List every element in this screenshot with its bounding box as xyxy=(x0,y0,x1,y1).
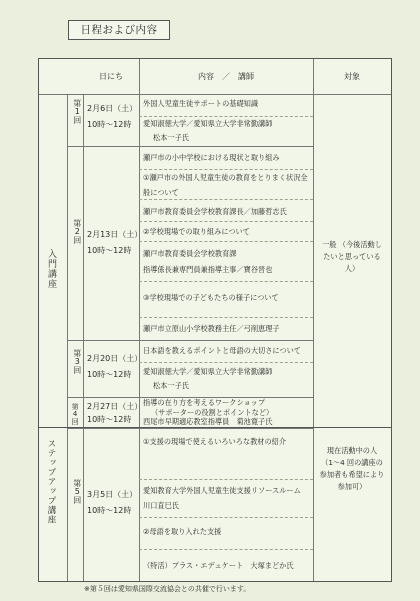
session-item: 西尾市早期適応教室指導員 菊池寛子氏 xyxy=(143,417,273,426)
session-item: ①瀬戸市の外国人児童生徒の教育をとりまく状況全般について xyxy=(143,173,308,197)
session-item: （サポーターの役割とポイントなど） xyxy=(151,408,274,417)
section-intro-label: 入門講座 xyxy=(46,249,56,289)
session-item: 指導係長兼専門員兼指導主事／寶谷晋也 xyxy=(143,265,273,274)
session-number: 第2回 xyxy=(72,219,82,244)
session-number: 第3回 xyxy=(72,349,82,374)
section-stepup-label: ステップアップ講座 xyxy=(46,439,56,525)
session-date: 2月6日（土） xyxy=(87,104,138,113)
session-item: 瀬戸市教育委員会学校教育課長／加藤哲志氏 xyxy=(143,207,287,216)
header-target: 対象 xyxy=(344,72,360,81)
header-content: 内容 ／ 講師 xyxy=(198,72,254,81)
session-item: 松本一子氏 xyxy=(153,381,189,390)
session-item: ①支援の現場で使えるいろいろな教材の紹介 xyxy=(143,437,287,446)
session-number: 第5回 xyxy=(72,479,82,504)
session-item: 愛知淑徳大学／愛知県立大学非常勤講師 xyxy=(143,119,273,128)
footnote: ※第５回は愛知県国際交流協会との共催で行います。 xyxy=(84,585,251,593)
session-item: 瀬戸市の小中学校における現状と取り組み xyxy=(143,153,280,162)
session-item: （特活）プラス・エデュケート 大塚まどか氏 xyxy=(143,561,294,570)
session-item: 指導の在り方を考えるワークショップ xyxy=(143,398,266,407)
session-date: 3月5日（土） xyxy=(87,490,138,499)
session-time: 10時〜12時 xyxy=(87,506,132,515)
header-date: 日にち xyxy=(99,72,123,81)
session-time: 10時〜12時 xyxy=(87,120,132,129)
session-item: 瀬戸市教育委員会学校教育課 xyxy=(143,249,237,258)
session-item: 愛知教育大学外国人児童生徒支援リソースルーム xyxy=(143,486,301,495)
session-item: 瀬戸市立原山小学校教務主任／弓削恵理子 xyxy=(143,324,280,333)
page-title: 日程および内容 xyxy=(68,20,170,40)
session-time: 10時〜12時 xyxy=(87,370,132,379)
session-item: ②学校現場での取り組みについて xyxy=(143,227,250,236)
target-intro: 一般 （今後活動したいと思っている人） xyxy=(322,240,382,273)
session-time: 10時〜12時 xyxy=(87,415,132,424)
session-item: ②母語を取り入れた支援 xyxy=(143,527,222,536)
session-time: 10時〜12時 xyxy=(87,246,132,255)
session-date: 2月27日（土） xyxy=(87,402,143,411)
session-item: 川口直巳氏 xyxy=(143,501,179,510)
session-item: 愛知淑徳大学／愛知県立大学非常勤講師 xyxy=(143,367,273,376)
session-date: 2月20日（土） xyxy=(87,354,143,363)
session-date: 2月13日（土） xyxy=(87,230,143,239)
session-item: 日本語を教えるポイントと母語の大切さについて xyxy=(143,346,301,355)
target-stepup: 現在活動中の人 （1〜4 回の講座の参加者も希望により参加可） xyxy=(319,446,385,491)
session-item: ③学校現場での子どもたちの様子について xyxy=(143,293,279,302)
schedule-table xyxy=(38,58,392,582)
session-item: 外国人児童生徒サポートの基礎知識 xyxy=(143,99,259,108)
session-item: 松本一子氏 xyxy=(153,133,189,142)
session-number: 第1回 xyxy=(72,99,82,124)
session-number: 第4回 xyxy=(71,403,80,425)
